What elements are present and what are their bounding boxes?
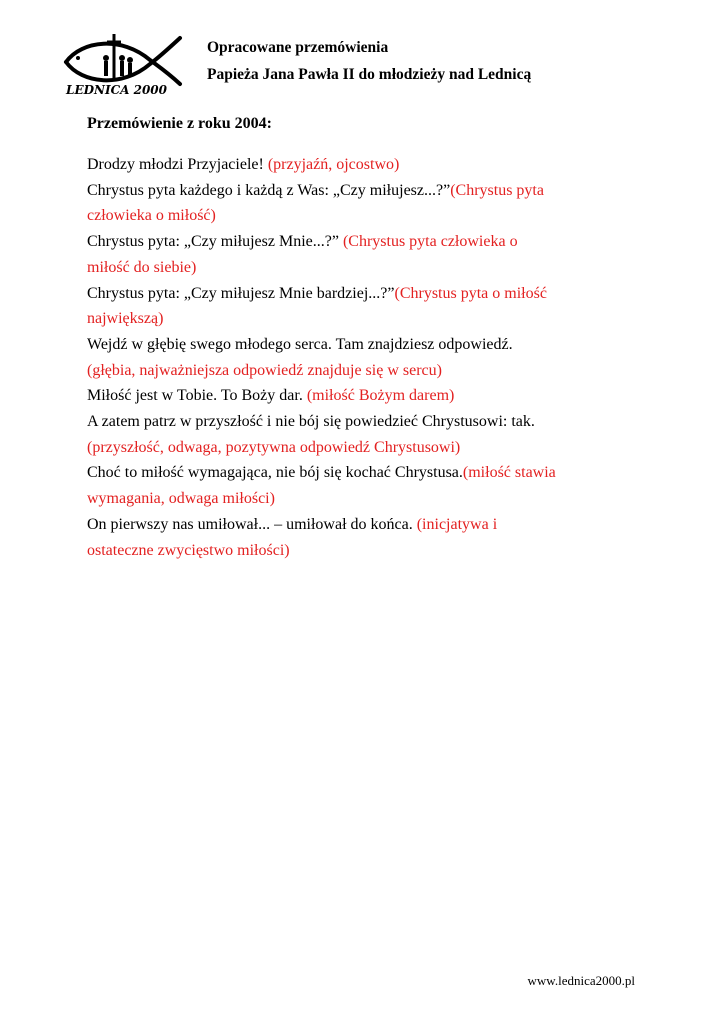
header-line-1: Opracowane przemówienia — [207, 39, 389, 56]
paragraph — [87, 229, 557, 280]
paragraph — [87, 178, 557, 229]
paragraph — [87, 512, 557, 563]
paragraph-text: A zatem patrz w przyszłość i nie bój się powiedzieć Chrystusowi: tak. — [87, 413, 535, 431]
paragraph — [87, 281, 557, 332]
paragraph-note: (miłość Bożym darem) — [306, 387, 455, 405]
paragraph — [87, 152, 557, 178]
paragraph-note: (Chrystus pyta człowieka o miłość do siebie) — [87, 233, 518, 276]
paragraph-note: (Chrystus pyta o miłość największą) — [87, 284, 547, 328]
paragraph-text: Chrystus pyta: „Czy miłujesz Mnie...?” — [87, 233, 343, 251]
paragraph — [87, 460, 557, 511]
paragraph-note: (miłość stawia wymagania, odwaga miłości) — [87, 464, 556, 508]
paragraph-text: Drodzy młodzi Przyjaciele! — [87, 156, 268, 173]
paragraph-note: (inicjatywa i ostateczne zwycięstwo miłości) — [87, 515, 498, 559]
fish-cross-logo-icon — [62, 32, 187, 98]
paragraph-text: Choć to miłość wymagająca, nie bój się kochać Chrystusa. — [87, 464, 463, 482]
paragraph-text: Wejdź w głębię swego młodego serca. Tam znajdziesz odpowiedź. — [87, 335, 513, 353]
footer-url: www.lednica2000.pl — [527, 973, 635, 988]
paragraph-note: (przyszłość, odwaga, pozytywna odpowiedź Chrystusowi) — [87, 438, 461, 456]
paragraph-text: On pierwszy nas umiłował... – umiłował do końca. — [87, 515, 417, 533]
paragraph — [87, 383, 557, 409]
logo-text: LEDNICA 2000 — [66, 83, 168, 97]
paragraph-note: (Chrystus pyta człowieka o miłość) — [87, 181, 544, 225]
document-header — [207, 34, 531, 88]
paragraph-text: Chrystus pyta: „Czy miłujesz Mnie bardziej...?” — [87, 284, 395, 302]
paragraph-text: Miłość jest w Tobie. To Boży dar. — [87, 387, 307, 405]
speech-content — [87, 152, 557, 563]
paragraph-text: Chrystus pyta każdego i każdą z Was: „Czy miłujesz...?” — [87, 181, 451, 199]
paragraph-note: (przyjaźń, ojcostwo) — [267, 156, 400, 173]
page-title: Przemówienie z roku 2004: — [87, 115, 272, 132]
header-line-2: Papieża Jana Pawła II do młodzieży nad Lednicą — [207, 66, 532, 83]
paragraph — [87, 332, 557, 383]
paragraph-note: (głębia, najważniejsza odpowiedź znajduje się w sercu) — [87, 361, 442, 379]
lednica-logo — [62, 32, 187, 98]
paragraph — [87, 409, 557, 460]
